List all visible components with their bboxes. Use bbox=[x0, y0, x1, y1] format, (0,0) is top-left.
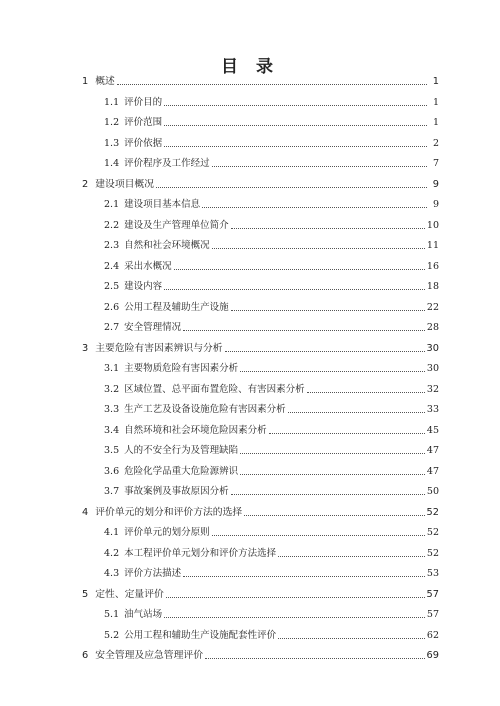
toc-entry-title: 本工程评价单元划分和评价方法选择 bbox=[124, 547, 277, 559]
dot-leader bbox=[164, 289, 425, 290]
toc-entry-number: 4 bbox=[82, 506, 89, 518]
toc-section-entry bbox=[104, 606, 439, 622]
toc-entry-title: 自然环境和社会环境危险因素分析 bbox=[124, 424, 267, 436]
toc-section-entry bbox=[104, 524, 439, 540]
toc-entry-number: 2.5 bbox=[104, 281, 120, 292]
dot-leader bbox=[183, 330, 425, 331]
toc-section-entry bbox=[104, 565, 439, 581]
toc-entry-number: 3.7 bbox=[104, 486, 120, 497]
dot-leader bbox=[164, 146, 427, 147]
toc-section-entry bbox=[104, 463, 439, 479]
toc-entry-title: 主要危险有害因素辨识与分析 bbox=[95, 342, 223, 354]
page-title: 目 录 bbox=[221, 57, 279, 77]
toc-section-entry bbox=[104, 442, 439, 458]
toc-page-number: 52 bbox=[426, 527, 439, 538]
toc-page-number: 11 bbox=[426, 240, 439, 251]
toc-page-number: 30 bbox=[426, 363, 439, 374]
toc-entry-title: 评价依据 bbox=[124, 137, 163, 149]
toc-section-entry bbox=[104, 319, 439, 335]
toc-page-number: 28 bbox=[426, 322, 439, 333]
dot-leader bbox=[225, 351, 425, 352]
toc-chapter-entry bbox=[82, 586, 439, 602]
toc-entry-number: 3.5 bbox=[104, 445, 120, 456]
dot-leader bbox=[278, 556, 425, 557]
toc-entry-number: 2.2 bbox=[104, 219, 120, 231]
toc-section-entry bbox=[104, 401, 439, 417]
toc-section-entry bbox=[104, 258, 439, 274]
dot-leader bbox=[164, 125, 427, 126]
toc-section-entry bbox=[104, 114, 439, 130]
toc-entry-number: 4.2 bbox=[104, 547, 120, 559]
toc-page-number: 45 bbox=[426, 424, 439, 436]
toc-section-entry bbox=[104, 627, 439, 643]
toc-chapter-entry bbox=[82, 647, 439, 663]
toc-page-number: 7 bbox=[432, 158, 439, 169]
toc-section-entry bbox=[104, 381, 439, 397]
dot-leader bbox=[288, 412, 425, 413]
toc-entry-title: 危险化学品重大危险源辨识 bbox=[124, 465, 239, 477]
dot-leader bbox=[212, 248, 425, 249]
toc-page-number: 47 bbox=[426, 445, 439, 456]
toc-entry-number: 3.4 bbox=[104, 424, 120, 436]
dot-leader bbox=[202, 207, 427, 208]
dot-leader bbox=[117, 84, 427, 85]
dot-leader bbox=[244, 515, 424, 516]
toc-entry-number: 3.1 bbox=[104, 363, 120, 374]
toc-section-entry bbox=[104, 545, 439, 561]
toc-entry-number: 5.2 bbox=[104, 629, 120, 641]
toc-entry-number: 3.6 bbox=[104, 465, 120, 477]
toc-entry-title: 评价方法描述 bbox=[124, 568, 182, 579]
toc-entry-number: 1.4 bbox=[104, 158, 120, 169]
toc-page-number: 16 bbox=[426, 260, 439, 272]
dot-leader bbox=[156, 187, 427, 188]
toc-entry-title: 公用工程和辅助生产设施配套性评价 bbox=[124, 629, 277, 641]
toc-section-entry bbox=[104, 483, 439, 499]
toc-entry-number: 2.6 bbox=[104, 301, 120, 313]
toc-section-entry bbox=[104, 135, 439, 151]
dot-leader bbox=[240, 474, 425, 475]
toc-entry-title: 建设项目基本信息 bbox=[124, 199, 201, 210]
dot-leader bbox=[231, 228, 425, 229]
toc-entry-title: 采出水概况 bbox=[124, 260, 172, 272]
toc-chapter-entry bbox=[82, 73, 439, 89]
toc-entry-title: 评价单元的划分原则 bbox=[124, 527, 210, 538]
toc-entry-number: 3.2 bbox=[104, 383, 120, 395]
toc-section-entry bbox=[104, 422, 439, 438]
toc-page-number: 2 bbox=[432, 137, 439, 149]
toc-entry-title: 评价范围 bbox=[124, 117, 163, 128]
toc-entry-title: 建设项目概况 bbox=[95, 178, 155, 190]
toc-entry-title: 概述 bbox=[95, 76, 115, 87]
dot-leader bbox=[212, 535, 425, 536]
toc-page-number: 53 bbox=[426, 568, 439, 579]
toc-chapter-entry bbox=[82, 504, 439, 520]
toc-entry-number: 4.1 bbox=[104, 527, 120, 538]
toc-entry-number: 1 bbox=[82, 76, 89, 87]
toc-entry-number: 2.3 bbox=[104, 240, 120, 251]
toc-section-entry bbox=[104, 94, 439, 110]
toc-page-number: 52 bbox=[426, 506, 439, 518]
toc-page-number: 33 bbox=[426, 404, 439, 415]
dot-leader bbox=[231, 494, 425, 495]
dot-leader bbox=[240, 371, 425, 372]
dot-leader bbox=[240, 453, 425, 454]
toc-section-entry bbox=[104, 237, 439, 253]
toc-entry-number: 4.3 bbox=[104, 568, 120, 579]
toc-page-number: 1 bbox=[432, 76, 439, 87]
toc-entry-title: 建设内容 bbox=[124, 281, 163, 292]
toc-page-number: 57 bbox=[426, 609, 439, 620]
toc-entry-number: 5 bbox=[82, 588, 89, 600]
toc-entry-title: 公用工程及辅助生产设施 bbox=[124, 301, 229, 313]
toc-chapter-entry bbox=[82, 340, 439, 356]
toc-entry-title: 油气站场 bbox=[124, 609, 163, 620]
toc-entry-title: 评价程序及工作经过 bbox=[124, 158, 210, 169]
toc-page-number: 47 bbox=[426, 465, 439, 477]
toc-entry-number: 2.7 bbox=[104, 322, 120, 333]
toc-page-number: 9 bbox=[432, 199, 439, 210]
toc-page-number: 18 bbox=[426, 281, 439, 292]
dot-leader bbox=[183, 576, 425, 577]
toc-entry-number: 3.3 bbox=[104, 404, 120, 415]
toc-entry-title: 建设及生产管理单位简介 bbox=[124, 219, 229, 231]
toc-section-entry bbox=[104, 360, 439, 376]
toc-entry-number: 5.1 bbox=[104, 609, 120, 620]
toc-section-entry bbox=[104, 299, 439, 315]
toc-page-number: 57 bbox=[426, 588, 439, 600]
dot-leader bbox=[164, 105, 427, 106]
toc-page-number: 22 bbox=[426, 301, 439, 313]
toc-entry-number: 2 bbox=[82, 178, 89, 190]
toc-page-number: 62 bbox=[426, 629, 439, 641]
toc-entry-title: 区域位置、总平面布置危险、有害因素分析 bbox=[124, 383, 305, 395]
dot-leader bbox=[231, 310, 425, 311]
dot-leader bbox=[174, 269, 425, 270]
toc-entry-number: 1.3 bbox=[104, 137, 120, 149]
toc-entry-number: 3 bbox=[82, 342, 89, 354]
dot-leader bbox=[212, 166, 427, 167]
toc-page-number: 50 bbox=[426, 486, 439, 497]
toc-entry-title: 安全管理及应急管理评价 bbox=[95, 650, 203, 661]
toc-entry-number: 6 bbox=[82, 650, 89, 661]
toc-page-number: 9 bbox=[432, 178, 439, 190]
dot-leader bbox=[278, 638, 425, 639]
toc-entry-title: 自然和社会环境概况 bbox=[124, 240, 210, 251]
dot-leader bbox=[205, 658, 425, 659]
toc-page-number: 52 bbox=[426, 547, 439, 559]
toc-entry-number: 2.4 bbox=[104, 260, 120, 272]
toc-page-number: 69 bbox=[426, 650, 439, 661]
toc-page-number: 32 bbox=[426, 383, 439, 395]
toc-page-number: 30 bbox=[426, 342, 439, 354]
dot-leader bbox=[166, 597, 425, 598]
dot-leader bbox=[307, 392, 425, 393]
dot-leader bbox=[269, 433, 425, 434]
toc-section-entry bbox=[104, 196, 439, 212]
toc-entry-title: 主要物质危险有害因素分析 bbox=[124, 363, 239, 374]
toc-entry-title: 人的不安全行为及管理缺陷 bbox=[124, 445, 239, 456]
toc-page-number: 1 bbox=[432, 96, 439, 108]
toc-entry-title: 定性、定量评价 bbox=[95, 588, 164, 600]
toc-entry-title: 事故案例及事故原因分析 bbox=[124, 486, 229, 497]
toc-chapter-entry bbox=[82, 176, 439, 192]
toc-entry-title: 生产工艺及设备设施危险有害因素分析 bbox=[124, 404, 286, 415]
toc-section-entry bbox=[104, 217, 439, 233]
toc-page-number: 1 bbox=[432, 117, 439, 128]
toc-entry-title: 评价单元的划分和评价方法的选择 bbox=[95, 506, 243, 518]
toc-section-entry bbox=[104, 155, 439, 171]
toc-entry-title: 安全管理情况 bbox=[124, 322, 182, 333]
toc-page-number: 10 bbox=[426, 219, 439, 231]
toc-section-entry bbox=[104, 278, 439, 294]
toc-entry-title: 评价目的 bbox=[124, 96, 163, 108]
toc-entry-number: 1.2 bbox=[104, 117, 120, 128]
toc-entry-number: 1.1 bbox=[104, 96, 120, 108]
toc-entry-number: 2.1 bbox=[104, 199, 120, 210]
dot-leader bbox=[164, 617, 425, 618]
